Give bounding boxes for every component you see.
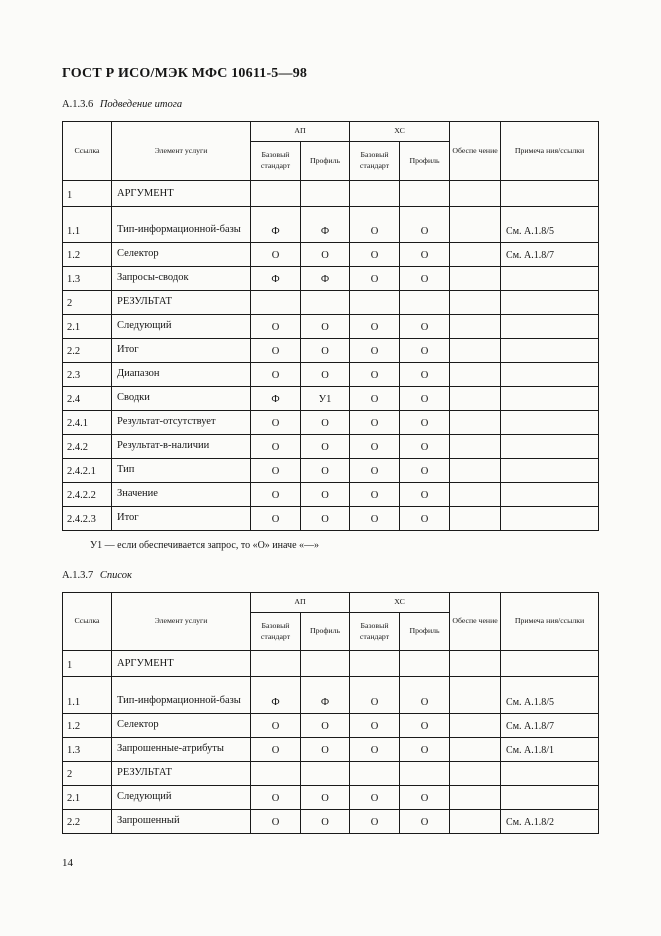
row-ref: 2 <box>63 291 112 315</box>
row-note <box>501 483 599 507</box>
row-xc-base <box>350 291 400 315</box>
table-row <box>63 387 599 411</box>
row-element: Селектор <box>112 243 251 267</box>
row-support <box>450 243 501 267</box>
table-row <box>63 738 599 762</box>
row-element: Значение <box>112 483 251 507</box>
table-row <box>63 651 599 677</box>
row-note <box>501 459 599 483</box>
row-element: Селектор <box>112 714 251 738</box>
section-number: А.1.3.6 <box>62 99 94 110</box>
row-ap-profile <box>301 762 350 786</box>
header-xc-base: Базовый стандарт <box>350 142 400 181</box>
header-xc: ХС <box>350 593 450 613</box>
row-xc-profile: О <box>400 459 450 483</box>
row-ref: 2.2 <box>63 339 112 363</box>
row-support <box>450 810 501 834</box>
row-ap-profile: О <box>301 339 350 363</box>
row-note <box>501 315 599 339</box>
section-name: Подведение итога <box>99 99 183 110</box>
row-ap-profile: Ф <box>301 677 350 714</box>
header-ap-base: Базовый стандарт <box>251 142 301 181</box>
row-xc-profile: О <box>400 786 450 810</box>
row-note <box>501 267 599 291</box>
service-table-summarize <box>62 121 599 531</box>
section-number: А.1.3.7 <box>62 570 94 581</box>
row-xc-profile <box>400 651 450 677</box>
row-ap-base: Ф <box>251 207 301 243</box>
row-xc-profile: О <box>400 507 450 531</box>
row-element: Итог <box>112 507 251 531</box>
row-ap-profile <box>301 651 350 677</box>
row-ap-base: О <box>251 810 301 834</box>
row-ap-base: О <box>251 483 301 507</box>
row-ap-profile: О <box>301 714 350 738</box>
row-element: Результат-отсутствует <box>112 411 251 435</box>
row-ref: 2.4.2.2 <box>63 483 112 507</box>
row-note: См. А.1.8/7 <box>501 243 599 267</box>
table-row <box>63 291 599 315</box>
table-row <box>63 810 599 834</box>
row-xc-profile <box>400 181 450 207</box>
row-xc-base: О <box>350 267 400 291</box>
row-xc-profile: О <box>400 714 450 738</box>
table-row <box>63 207 599 243</box>
row-xc-profile: О <box>400 315 450 339</box>
row-xc-base: О <box>350 207 400 243</box>
row-note: См. А.1.8/1 <box>501 738 599 762</box>
header-element: Элемент услуги <box>112 122 251 181</box>
table-row <box>63 315 599 339</box>
row-support <box>450 651 501 677</box>
row-xc-base <box>350 181 400 207</box>
row-xc-base: О <box>350 339 400 363</box>
row-ref: 1 <box>63 181 112 207</box>
row-note <box>501 363 599 387</box>
row-note <box>501 786 599 810</box>
row-ap-base <box>251 291 301 315</box>
row-ref: 2.4.1 <box>63 411 112 435</box>
row-support <box>450 363 501 387</box>
row-ap-profile: О <box>301 507 350 531</box>
row-ap-base: О <box>251 738 301 762</box>
header-ref: Ссылка <box>63 593 112 651</box>
row-ref: 1.1 <box>63 207 112 243</box>
row-xc-base <box>350 651 400 677</box>
row-ap-base: О <box>251 435 301 459</box>
row-element: Следующий <box>112 315 251 339</box>
row-element: АРГУМЕНТ <box>112 651 251 677</box>
row-ap-base: Ф <box>251 387 301 411</box>
row-note <box>501 291 599 315</box>
row-xc-base: О <box>350 810 400 834</box>
row-support <box>450 411 501 435</box>
row-element: Тип-информационной-базы <box>112 677 251 714</box>
row-ap-base: О <box>251 411 301 435</box>
header-ap: АП <box>251 593 350 613</box>
row-element: Итог <box>112 339 251 363</box>
row-element: Диапазон <box>112 363 251 387</box>
footnote: У1 — если обеспечивается запрос, то «О» иначе «—» <box>90 540 320 551</box>
row-ref: 2 <box>63 762 112 786</box>
row-element: Тип-информационной-базы <box>112 207 251 243</box>
table-row <box>63 339 599 363</box>
row-xc-base: О <box>350 363 400 387</box>
header-xc-base: Базовый стандарт <box>350 613 400 651</box>
row-xc-profile: О <box>400 483 450 507</box>
row-ref: 2.1 <box>63 315 112 339</box>
row-xc-profile: О <box>400 387 450 411</box>
row-xc-base: О <box>350 243 400 267</box>
row-xc-base: О <box>350 738 400 762</box>
header-ap: АП <box>251 122 350 142</box>
row-ref: 2.3 <box>63 363 112 387</box>
row-support <box>450 181 501 207</box>
row-xc-base <box>350 762 400 786</box>
section-name: Список <box>99 570 132 581</box>
row-ap-base: О <box>251 507 301 531</box>
row-ref: 1.3 <box>63 267 112 291</box>
row-element: Следующий <box>112 786 251 810</box>
row-note <box>501 387 599 411</box>
row-ap-base <box>251 651 301 677</box>
row-ap-base: Ф <box>251 677 301 714</box>
row-note <box>501 181 599 207</box>
row-xc-base: О <box>350 387 400 411</box>
row-ref: 1.3 <box>63 738 112 762</box>
row-xc-base: О <box>350 507 400 531</box>
row-note: См. А.1.8/5 <box>501 677 599 714</box>
row-ap-profile: О <box>301 786 350 810</box>
row-ref: 2.4.2.1 <box>63 459 112 483</box>
row-ap-base <box>251 762 301 786</box>
row-ap-profile: О <box>301 810 350 834</box>
row-ref: 2.1 <box>63 786 112 810</box>
table-row <box>63 181 599 207</box>
row-element: Запросы-сводок <box>112 267 251 291</box>
table-row <box>63 786 599 810</box>
header-support: Обеспе чение <box>450 593 501 651</box>
header-notes: Примеча ния/ссылки <box>501 593 599 651</box>
row-xc-base: О <box>350 786 400 810</box>
row-element: Запрошенные-атрибуты <box>112 738 251 762</box>
row-xc-base: О <box>350 315 400 339</box>
row-xc-profile: О <box>400 411 450 435</box>
row-support <box>450 507 501 531</box>
table-row <box>63 243 599 267</box>
header-ref: Ссылка <box>63 122 112 181</box>
row-ref: 2.4.2 <box>63 435 112 459</box>
row-ref: 2.2 <box>63 810 112 834</box>
row-note <box>501 507 599 531</box>
row-ref: 2.4.2.3 <box>63 507 112 531</box>
section-title-1 <box>62 99 182 110</box>
row-support <box>450 483 501 507</box>
row-xc-profile: О <box>400 243 450 267</box>
row-support <box>450 291 501 315</box>
row-ap-base: О <box>251 339 301 363</box>
row-ap-base: О <box>251 459 301 483</box>
row-ap-profile: Ф <box>301 267 350 291</box>
row-xc-profile: О <box>400 738 450 762</box>
header-xc-profile: Профиль <box>400 613 450 651</box>
row-xc-base: О <box>350 459 400 483</box>
table-row <box>63 677 599 714</box>
header-notes: Примеча ния/ссылки <box>501 122 599 181</box>
row-support <box>450 738 501 762</box>
row-element: АРГУМЕНТ <box>112 181 251 207</box>
row-xc-profile: О <box>400 207 450 243</box>
row-element: Результат-в-наличии <box>112 435 251 459</box>
row-support <box>450 315 501 339</box>
row-note: См. А.1.8/7 <box>501 714 599 738</box>
header-xc: ХС <box>350 122 450 142</box>
header-xc-profile: Профиль <box>400 142 450 181</box>
row-ap-base: Ф <box>251 267 301 291</box>
row-support <box>450 339 501 363</box>
row-ap-base: О <box>251 714 301 738</box>
row-note <box>501 411 599 435</box>
row-support <box>450 207 501 243</box>
document-header: ГОСТ Р ИСО/МЭК МФС 10611-5—98 <box>62 66 308 81</box>
row-element: Сводки <box>112 387 251 411</box>
row-support <box>450 267 501 291</box>
header-ap-profile: Профиль <box>301 613 350 651</box>
row-ap-base: О <box>251 363 301 387</box>
row-xc-profile: О <box>400 363 450 387</box>
row-ap-base: О <box>251 786 301 810</box>
row-ap-base: О <box>251 243 301 267</box>
header-ap-profile: Профиль <box>301 142 350 181</box>
section-title-2 <box>62 570 132 581</box>
row-ap-profile: О <box>301 315 350 339</box>
table-row <box>63 411 599 435</box>
row-ap-base: О <box>251 315 301 339</box>
table-row <box>63 507 599 531</box>
page-number: 14 <box>62 857 73 869</box>
row-note: См. А.1.8/2 <box>501 810 599 834</box>
table-row <box>63 363 599 387</box>
row-element: РЕЗУЛЬТАТ <box>112 762 251 786</box>
row-xc-base: О <box>350 677 400 714</box>
row-ap-profile: О <box>301 435 350 459</box>
row-note <box>501 435 599 459</box>
table-row <box>63 483 599 507</box>
row-note <box>501 762 599 786</box>
row-xc-profile <box>400 762 450 786</box>
table-row <box>63 435 599 459</box>
row-ap-profile <box>301 291 350 315</box>
row-ref: 1.1 <box>63 677 112 714</box>
row-ap-profile: О <box>301 243 350 267</box>
row-xc-base: О <box>350 411 400 435</box>
row-ap-profile: У1 <box>301 387 350 411</box>
row-note <box>501 651 599 677</box>
row-xc-profile: О <box>400 435 450 459</box>
row-ap-profile: О <box>301 483 350 507</box>
row-support <box>450 677 501 714</box>
row-ap-profile <box>301 181 350 207</box>
header-support: Обеспе чение <box>450 122 501 181</box>
service-table-list <box>62 592 599 834</box>
row-support <box>450 387 501 411</box>
row-ap-profile: О <box>301 459 350 483</box>
header-ap-base: Базовый стандарт <box>251 613 301 651</box>
row-ap-profile: О <box>301 738 350 762</box>
row-element: РЕЗУЛЬТАТ <box>112 291 251 315</box>
row-support <box>450 714 501 738</box>
row-ap-profile: Ф <box>301 207 350 243</box>
table-row <box>63 762 599 786</box>
row-ref: 1 <box>63 651 112 677</box>
row-ap-profile: О <box>301 411 350 435</box>
row-ap-base <box>251 181 301 207</box>
row-xc-profile: О <box>400 339 450 363</box>
row-note: См. А.1.8/5 <box>501 207 599 243</box>
row-xc-base: О <box>350 483 400 507</box>
table-row <box>63 267 599 291</box>
row-element: Тип <box>112 459 251 483</box>
table-row <box>63 714 599 738</box>
row-element: Запрошенный <box>112 810 251 834</box>
row-note <box>501 339 599 363</box>
row-xc-profile <box>400 291 450 315</box>
row-ref: 1.2 <box>63 714 112 738</box>
row-xc-profile: О <box>400 677 450 714</box>
table-row <box>63 459 599 483</box>
row-xc-profile: О <box>400 267 450 291</box>
row-support <box>450 459 501 483</box>
row-xc-base: О <box>350 714 400 738</box>
row-ap-profile: О <box>301 363 350 387</box>
header-element: Элемент услуги <box>112 593 251 651</box>
row-support <box>450 435 501 459</box>
row-xc-base: О <box>350 435 400 459</box>
row-support <box>450 786 501 810</box>
row-xc-profile: О <box>400 810 450 834</box>
row-ref: 2.4 <box>63 387 112 411</box>
row-ref: 1.2 <box>63 243 112 267</box>
row-support <box>450 762 501 786</box>
